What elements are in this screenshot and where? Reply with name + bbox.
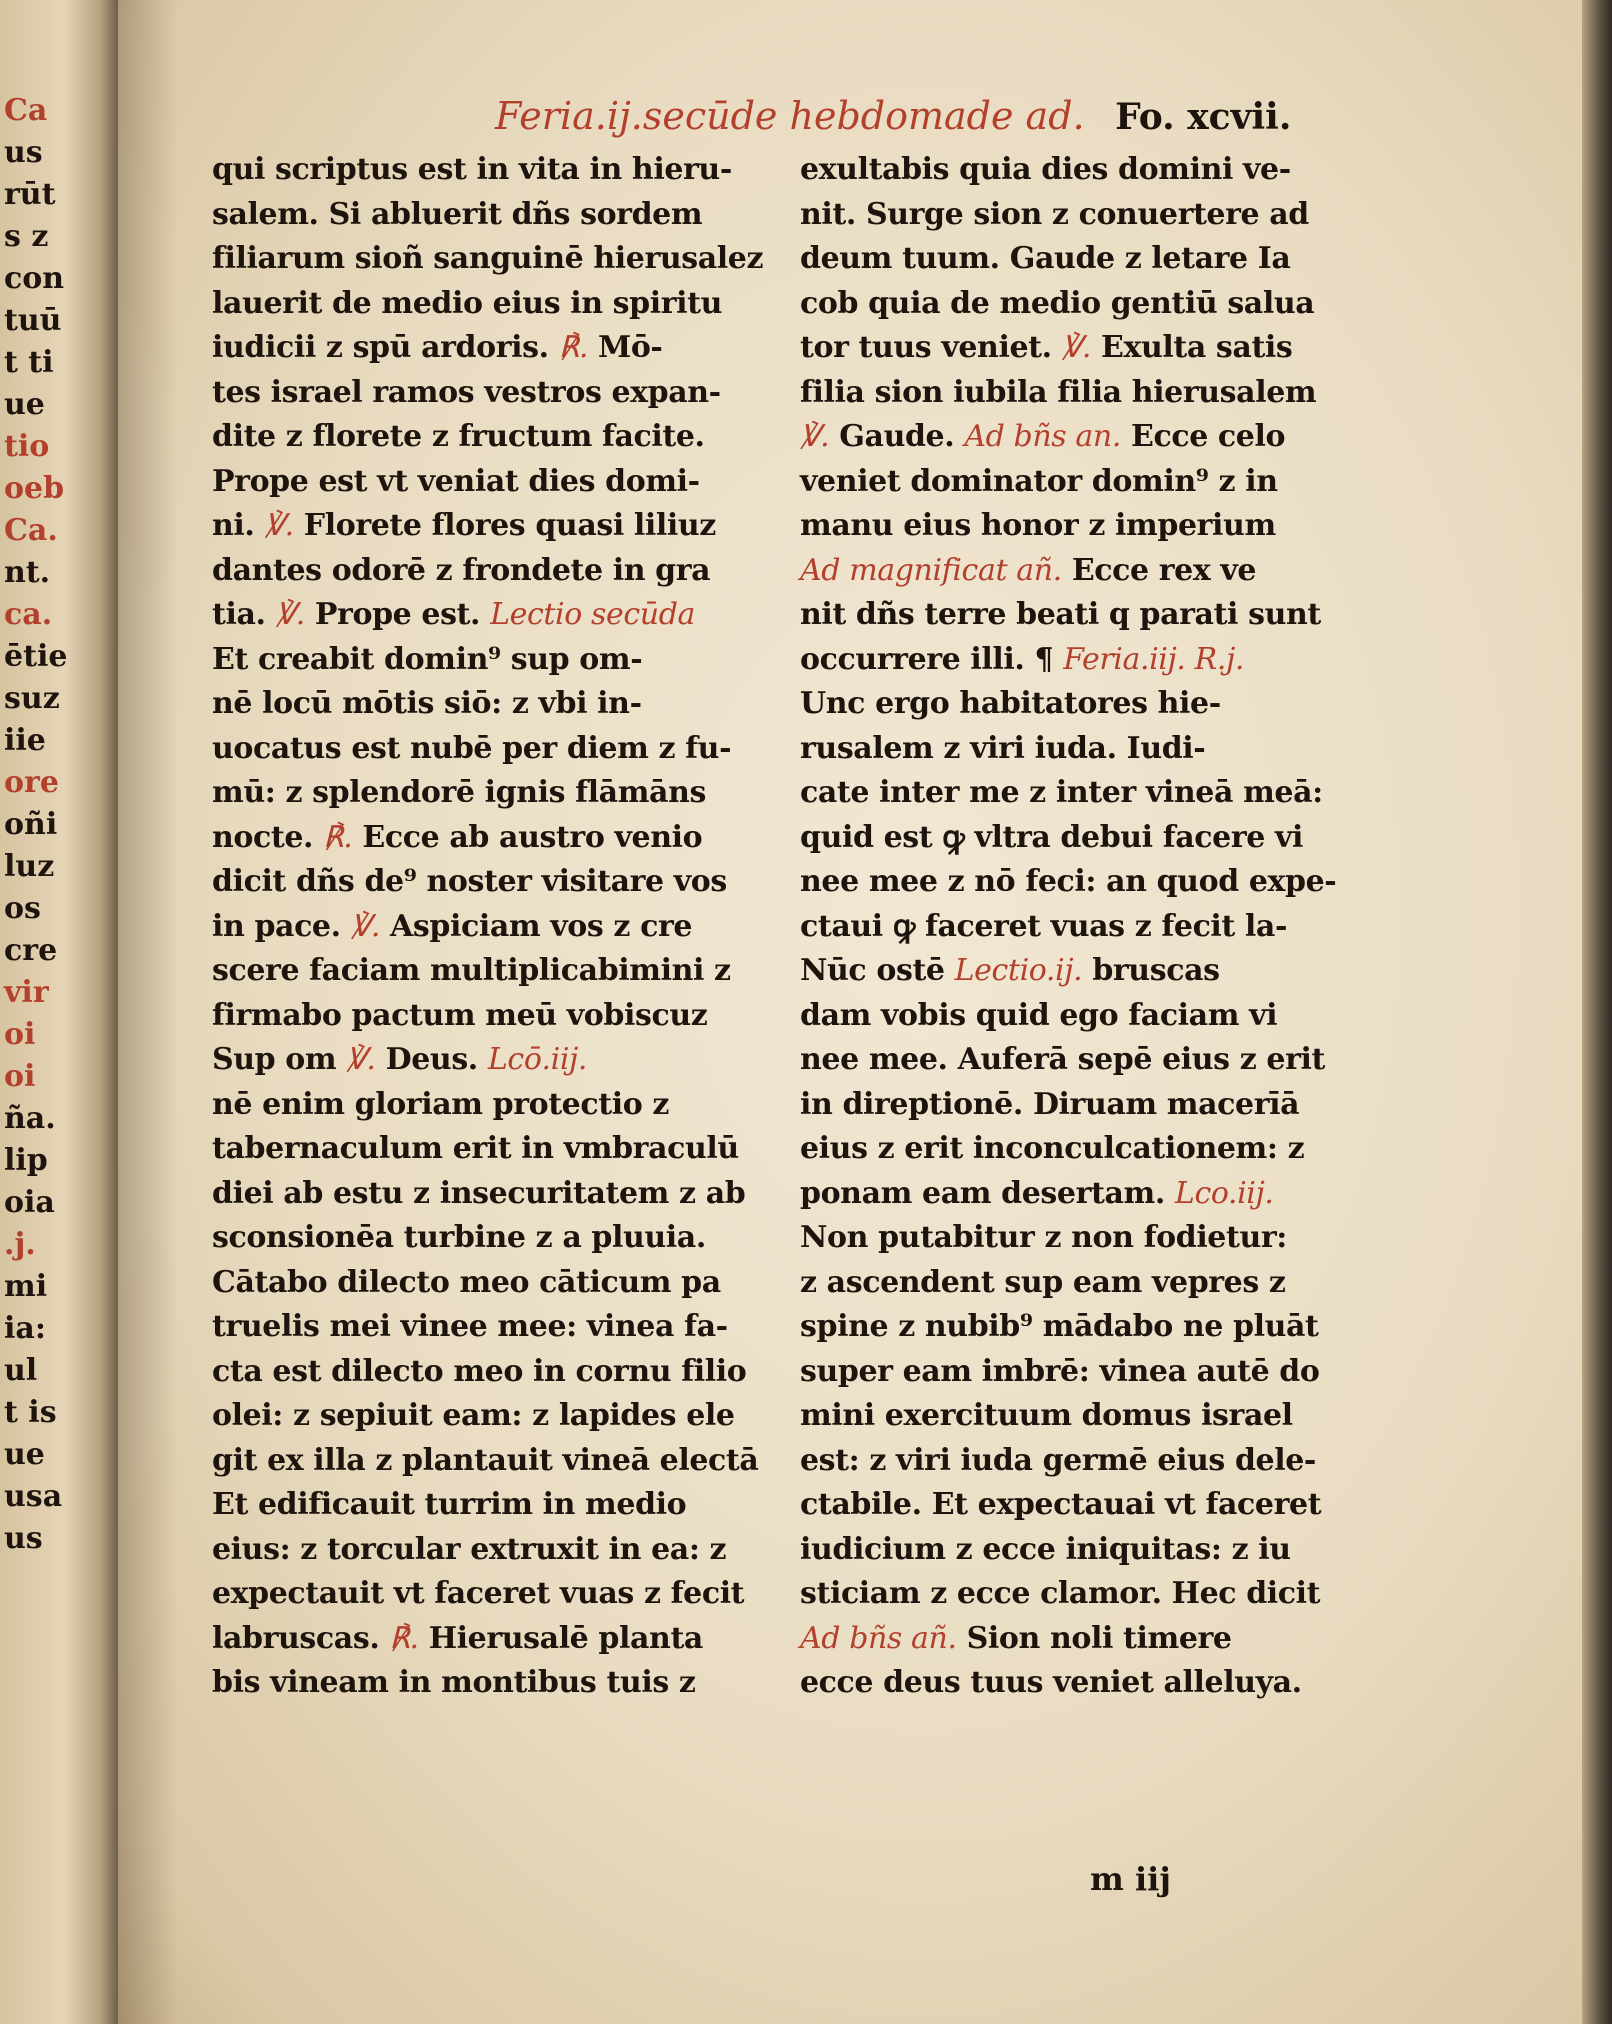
text-line	[212, 1127, 782, 1172]
text-line	[212, 1038, 782, 1083]
text-line	[212, 371, 782, 416]
text-line	[800, 415, 1385, 460]
rubric-text: Lectio.ij.	[954, 953, 1083, 988]
folio-number: Fo. xcvii.	[1115, 96, 1292, 138]
body-text: nit dñs terre beati q parati sunt	[800, 597, 1321, 632]
rubric-text: ℟.	[323, 819, 353, 855]
body-text: nee mee z nō feci: an quod expe-	[800, 864, 1337, 899]
body-text: deum tuum. Gaude z letare Ia	[800, 241, 1291, 276]
rubric-text: ℟.	[558, 330, 588, 365]
body-text: occurrere illi. ¶	[800, 641, 1064, 677]
body-text: bruscas	[1082, 953, 1220, 988]
edge-fragment: t ti	[4, 345, 54, 380]
text-line	[212, 1350, 782, 1395]
left-page-gutter	[0, 0, 118, 2024]
body-text: Nūc ostē	[800, 953, 955, 988]
text-line	[212, 237, 782, 282]
text-line	[800, 237, 1385, 282]
edge-fragment: us	[4, 135, 43, 170]
text-line	[212, 994, 782, 1039]
body-text: iudicii z spū ardoris.	[212, 330, 559, 365]
text-line	[800, 326, 1385, 371]
text-line	[212, 1394, 782, 1439]
body-text: ctabile. Et expectauai vt faceret	[800, 1487, 1322, 1522]
text-line	[212, 504, 782, 549]
edge-fragment: ca.	[4, 597, 53, 632]
rubric-text: ℟.	[389, 1620, 419, 1656]
body-text: Gaude.	[829, 419, 965, 454]
edge-fragment: oeb	[4, 471, 65, 506]
page-fold-shadow	[118, 0, 178, 2024]
body-text: mū: z splendorē ignis flāmāns	[212, 775, 706, 810]
text-line	[800, 371, 1385, 416]
body-text: Florete flores quasi liliuz	[293, 508, 716, 543]
text-line	[800, 1483, 1385, 1528]
rubric-text: ℣.	[1061, 330, 1091, 365]
edge-fragment: iie	[4, 723, 46, 758]
text-line	[212, 282, 782, 327]
body-text: Ecce rex ve	[1061, 552, 1257, 588]
rubric-text: ℣.	[800, 419, 830, 454]
edge-fragment: ētie	[4, 639, 68, 674]
edge-fragment: tio	[4, 429, 50, 464]
text-line	[800, 994, 1385, 1039]
body-text: olei: z sepiuit eam: z lapides ele	[212, 1398, 735, 1433]
text-line	[800, 1394, 1385, 1439]
body-text: filia sion iubila filia hierusalem	[800, 374, 1317, 410]
text-line	[212, 638, 782, 683]
body-text: eius: z torcular extruxit in ea: z	[212, 1531, 727, 1567]
rubric-text: ℣.	[275, 597, 305, 632]
body-text: uocatus est nubē per diem z fu-	[212, 730, 732, 766]
text-line	[212, 460, 782, 505]
body-text: Aspiciam vos z cre	[379, 908, 693, 944]
text-line	[212, 949, 782, 994]
edge-fragment: rūt	[4, 177, 56, 212]
edge-fragment: ia:	[4, 1311, 46, 1346]
body-text: dam vobis quid ego faciam vi	[800, 997, 1278, 1033]
body-text: Prope est vt veniat dies domi-	[212, 463, 700, 499]
text-line	[212, 549, 782, 594]
rubric-text: ℣.	[264, 508, 294, 543]
edge-fragment: vir	[4, 975, 49, 1010]
text-line	[800, 282, 1385, 327]
rubric-text: Feria.iij. R.j.	[1063, 641, 1245, 677]
body-text: nē enim gloriam protectio z	[212, 1086, 669, 1122]
text-line	[800, 1172, 1385, 1217]
text-line	[800, 816, 1385, 861]
text-line	[800, 949, 1385, 994]
edge-fragment: lip	[4, 1143, 48, 1178]
edge-fragment: con	[4, 261, 65, 296]
edge-fragment: oñi	[4, 807, 58, 842]
body-text: rusalem z viri iuda. Iudi-	[800, 730, 1206, 766]
rubric-text: Lcō.iij.	[487, 1042, 588, 1077]
text-line	[800, 1261, 1385, 1306]
text-line	[212, 1528, 782, 1573]
edge-fragment: ue	[4, 387, 45, 422]
body-text: Deus.	[375, 1042, 488, 1077]
text-line	[212, 682, 782, 727]
signature-mark: m iij	[1090, 1860, 1171, 1898]
body-text: ni.	[212, 508, 265, 543]
edge-fragment: oi	[4, 1017, 36, 1052]
text-line	[800, 905, 1385, 950]
text-line	[212, 771, 782, 816]
text-line	[800, 460, 1385, 505]
edge-fragment: ue	[4, 1437, 45, 1472]
text-line	[800, 682, 1385, 727]
body-text: firmabo pactum meū vobiscuz	[212, 997, 708, 1033]
rubric-text: ℣.	[346, 1042, 376, 1077]
edge-fragment: oi	[4, 1059, 36, 1094]
text-line	[212, 593, 782, 638]
body-text: Ecce ab austro venio	[352, 819, 703, 855]
body-text: expectauit vt faceret vuas z fecit	[212, 1576, 745, 1611]
text-line	[212, 816, 782, 861]
body-text: sconsionēa turbine z a pluuia.	[212, 1220, 706, 1255]
text-line	[212, 1083, 782, 1128]
edge-fragment: Ca.	[4, 513, 58, 548]
body-text: Ecce celo	[1120, 419, 1286, 454]
body-text: dite z florete z fructum facite.	[212, 419, 705, 454]
edge-fragment: usa	[4, 1479, 63, 1514]
text-line	[212, 1439, 782, 1484]
edge-fragment: s z	[4, 219, 49, 254]
text-line	[800, 504, 1385, 549]
edge-fragment: tuū	[4, 303, 62, 338]
body-text: nocte.	[212, 819, 324, 855]
body-text: Hierusalē planta	[418, 1620, 703, 1656]
text-line	[800, 1305, 1385, 1350]
body-text: ecce deus tuus veniet alleluya.	[800, 1665, 1302, 1700]
edge-fragment: us	[4, 1521, 43, 1556]
body-text: labruscas.	[212, 1620, 390, 1656]
body-text: cob quia de medio gentiū salua	[800, 285, 1315, 321]
body-text: mini exercituum domus israel	[800, 1398, 1293, 1433]
edge-fragment: ña.	[4, 1101, 56, 1136]
text-line	[212, 1261, 782, 1306]
edge-fragment: luz	[4, 849, 55, 884]
text-line	[800, 1083, 1385, 1128]
body-text: tor tuus veniet.	[800, 330, 1062, 365]
text-line	[800, 1127, 1385, 1172]
body-text: Sion noli timere	[956, 1620, 1232, 1656]
body-text: z ascendent sup eam vepres z	[800, 1264, 1286, 1300]
body-text: cate inter me z inter vineā meā:	[800, 775, 1323, 810]
text-line	[800, 1350, 1385, 1395]
body-text: tes israel ramos vestros expan-	[212, 374, 721, 410]
edge-fragment: t is	[4, 1395, 57, 1430]
body-text: in pace.	[212, 908, 351, 944]
body-text: truelis mei vinee mee: vinea fa-	[212, 1309, 728, 1344]
rubric-text: Ad magnificat añ.	[800, 552, 1062, 588]
body-text: est: z viri iuda germē eius dele-	[800, 1442, 1316, 1478]
edge-fragment: nt.	[4, 555, 51, 590]
body-text: Cātabo dilecto meo cāticum pa	[212, 1264, 721, 1300]
body-text: spine z nubib⁹ mādabo ne pluāt	[800, 1309, 1319, 1344]
body-text: Prope est.	[304, 597, 491, 632]
body-text: Et edificauit turrim in medio	[212, 1487, 687, 1522]
body-text: nē locū mōtis siō: z vbi in-	[212, 686, 642, 721]
body-text: Sup om	[212, 1042, 347, 1077]
rubric-text: Ad bñs añ.	[800, 1620, 957, 1656]
body-text: dicit dñs de⁹ noster visitare vos	[212, 864, 727, 899]
text-line	[212, 1216, 782, 1261]
body-text: Et creabit domin⁹ sup om-	[212, 641, 643, 677]
edge-fragment: os	[4, 891, 41, 926]
body-text: exultabis quia dies domini ve-	[800, 152, 1291, 187]
text-line	[800, 1528, 1385, 1573]
edge-fragment: suz	[4, 681, 60, 716]
body-text: Mō-	[587, 330, 663, 365]
body-text: qui scriptus est in vita in hieru-	[212, 152, 732, 187]
body-text: Exulta satis	[1090, 330, 1293, 365]
text-line	[800, 1216, 1385, 1261]
text-line	[800, 148, 1385, 193]
text-line	[800, 1439, 1385, 1484]
body-text: ctaui ꝙ faceret vuas z fecit la-	[800, 908, 1288, 944]
body-text: sticiam z ecce clamor. Hec dicit	[800, 1576, 1321, 1611]
body-text: manu eius honor z imperium	[800, 508, 1276, 543]
text-line	[212, 415, 782, 460]
left-page-edge-text	[4, 90, 68, 1560]
text-line	[212, 860, 782, 905]
edge-fragment: mi	[4, 1269, 48, 1304]
edge-fragment: ore	[4, 765, 59, 800]
text-line	[800, 1572, 1385, 1617]
edge-fragment: ul	[4, 1353, 38, 1388]
text-line	[800, 193, 1385, 238]
rubric-text: Ad bñs an.	[964, 419, 1121, 454]
edge-fragment: oia	[4, 1185, 55, 1220]
rubric-text: Lectio secūda	[490, 597, 695, 632]
text-line	[800, 1038, 1385, 1083]
text-line	[212, 1617, 782, 1662]
text-line	[800, 727, 1385, 772]
edge-fragment: cre	[4, 933, 58, 968]
body-text: veniet dominator domin⁹ z in	[800, 463, 1278, 499]
text-line	[800, 860, 1385, 905]
edge-fragment: .j.	[4, 1227, 36, 1262]
body-text: iudicium z ecce iniquitas: z iu	[800, 1531, 1291, 1567]
body-text: diei ab estu z insecuritatem z ab	[212, 1175, 746, 1211]
rubric-text: ℣.	[350, 908, 380, 944]
body-text: tabernaculum erit in vmbraculū	[212, 1131, 739, 1166]
body-text: salem. Si abluerit dñs sordem	[212, 196, 703, 232]
body-text: filiarum sioñ sanguinē hierusalez	[212, 241, 764, 276]
text-line	[212, 326, 782, 371]
text-line	[212, 1483, 782, 1528]
text-line	[800, 771, 1385, 816]
right-page-edge	[1582, 0, 1612, 2024]
text-line	[212, 1305, 782, 1350]
text-line	[212, 1572, 782, 1617]
body-text: lauerit de medio eius in spiritu	[212, 285, 723, 321]
body-text: dantes odorē z frondete in gra	[212, 552, 711, 588]
edge-fragment: Ca	[4, 93, 48, 128]
running-title: Feria.ij.secūde hebdomade ad.	[495, 94, 1085, 138]
body-text: cta est dilecto meo in cornu filio	[212, 1353, 747, 1389]
text-line	[800, 1661, 1385, 1706]
text-line	[800, 549, 1385, 594]
text-line	[800, 638, 1385, 683]
body-text: super eam imbrē: vinea autē do	[800, 1353, 1320, 1389]
text-line	[800, 1617, 1385, 1662]
body-text: in direptionē. Diruam macerīā	[800, 1086, 1300, 1122]
text-line	[212, 1172, 782, 1217]
text-line	[212, 727, 782, 772]
body-text: nit. Surge sion z conuertere ad	[800, 196, 1309, 232]
body-text: nee mee. Auferā sepē eius z erit	[800, 1042, 1325, 1077]
text-line	[212, 1661, 782, 1706]
left-text-column	[212, 148, 782, 1706]
body-text: scere faciam multiplicabimini z	[212, 953, 731, 988]
right-text-column	[800, 148, 1385, 1706]
body-text: git ex illa z plantauit vineā electā	[212, 1442, 759, 1478]
text-line	[800, 593, 1385, 638]
body-text: tia.	[212, 597, 276, 632]
body-text: bis vineam in montibus tuis z	[212, 1665, 696, 1700]
page-header	[495, 86, 1375, 146]
text-line	[212, 905, 782, 950]
body-text: Unc ergo habitatores hie-	[800, 686, 1221, 721]
body-text: quid est ꝙ vltra debui facere vi	[800, 819, 1303, 855]
text-line	[212, 148, 782, 193]
text-line	[212, 193, 782, 238]
body-text: eius z erit inconculcationem: z	[800, 1131, 1305, 1166]
body-text: ponam eam desertam.	[800, 1175, 1175, 1211]
body-text: Non putabitur z non fodietur:	[800, 1220, 1287, 1255]
rubric-text: Lco.iij.	[1174, 1175, 1274, 1211]
